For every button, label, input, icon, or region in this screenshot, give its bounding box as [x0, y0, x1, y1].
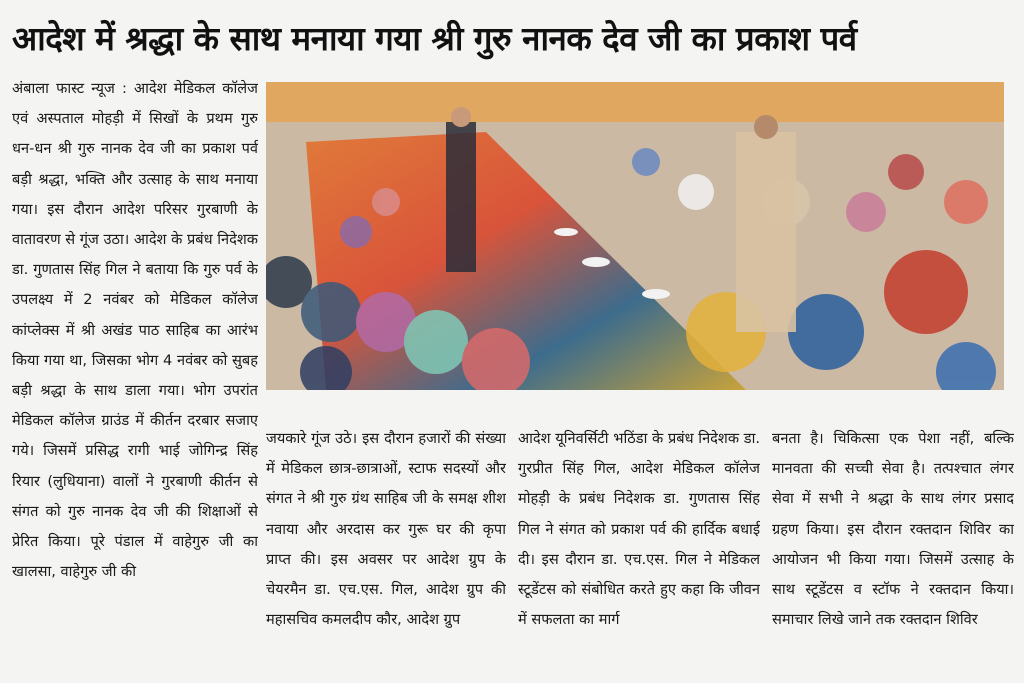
langar-photo — [266, 82, 1004, 390]
column-3-text: आदेश यूनिवर्सिटी भठिंडा के प्रबंध निदेशक डा. गुरप्रीत सिंह गिल, आदेश मेडिकल कॉलेज मोहड़ी के प्रबंध निदेशक डा. गुणतास सिंह गिल ने संगत को प्रकाश पर्व की हार्दिक बधाई दी। इस दौरान डा. एच.एस. गिल ने मेडिकल स्टूडेंटस को संबोधित करते हुए कहा कि जीवन में सफलता का मार्ग — [518, 430, 760, 629]
article-column-4 — [772, 424, 1014, 664]
headline: आदेश में श्रद्धा के साथ मनाया गया श्री गुरु नानक देव जी का प्रकाश पर्व — [12, 19, 857, 58]
photo-icon — [266, 82, 1004, 390]
article-column-3 — [518, 424, 760, 664]
article-column-1 — [12, 74, 258, 664]
column-2-text: जयकारे गूंज उठे। इस दौरान हजारों की संख्या में मेडिकल छात्र-छात्राओं, स्टाफ सदस्यों और संगत ने श्री गुरु ग्रंथ साहिब जी के समक्ष शीश नवाया और अरदास कर गुरू घर की कृपा प्राप्त की। इस अवसर पर आदेश ग्रुप के चेयरमैन डा. एच.एस. गिल, आदेश ग्रुप की महासचिव कमलदीप कौर, आदेश ग्रुप — [266, 430, 506, 629]
column-4-text: बनता है। चिकित्सा एक पेशा नहीं, बल्कि मानवता की सच्ची सेवा है। तत्पश्चात लंगर सेवा में सभी ने श्रद्धा के साथ लंगर प्रसाद ग्रहण किया। इस दौरान रक्तदान शिविर का आयोजन भी किया गया। जिसमें उत्साह के साथ स्टूडेंटस व स्टॉफ ने रक्तदान किया। समाचार लिखे जाने तक रक्तदान शिविर — [772, 430, 1014, 629]
column-1-text: अंबाला फास्ट न्यूज : आदेश मेडिकल कॉलेज एवं अस्पताल मोहड़ी में सिखों के प्रथम गुरु धन-धन श्री गुरु नानक देव जी का प्रकाश पर्व बड़ी श्रद्धा, भक्ति और उत्साह के साथ मनाया गया। इस दौरान आदेश परिसर गुरबाणी के वातावरण से गूंज उठा। आदेश के प्रबंध निदेशक डा. गुणतास सिंह गिल ने बताया कि गुरु पर्व के उपलक्ष्य में 2 नवंबर को मेडिकल कॉलेज कांप्लेक्स में श्री अखंड पाठ साहिब का आरंभ किया गया था, जिसका भोग 4 नवंबर को सुबह बड़ी श्रद्धा के साथ डाला गया। भोग उपरांत मेडिकल कॉलेज ग्राउंड में कीर्तन दरबार सजाए गये। जिसमें प्रसिद्ध रागी भाई जोगिन्द्र सिंह रियार (लुधियाना) वालों ने गुरबाणी कीर्तन से संगत को गुरु नानक देव जी की शिक्षाओं से प्रेरित किया। पूरे पंडाल में वाहेगुरु जी का खालसा, वाहेगुरु जी की — [12, 80, 258, 581]
article-column-2 — [266, 424, 506, 664]
